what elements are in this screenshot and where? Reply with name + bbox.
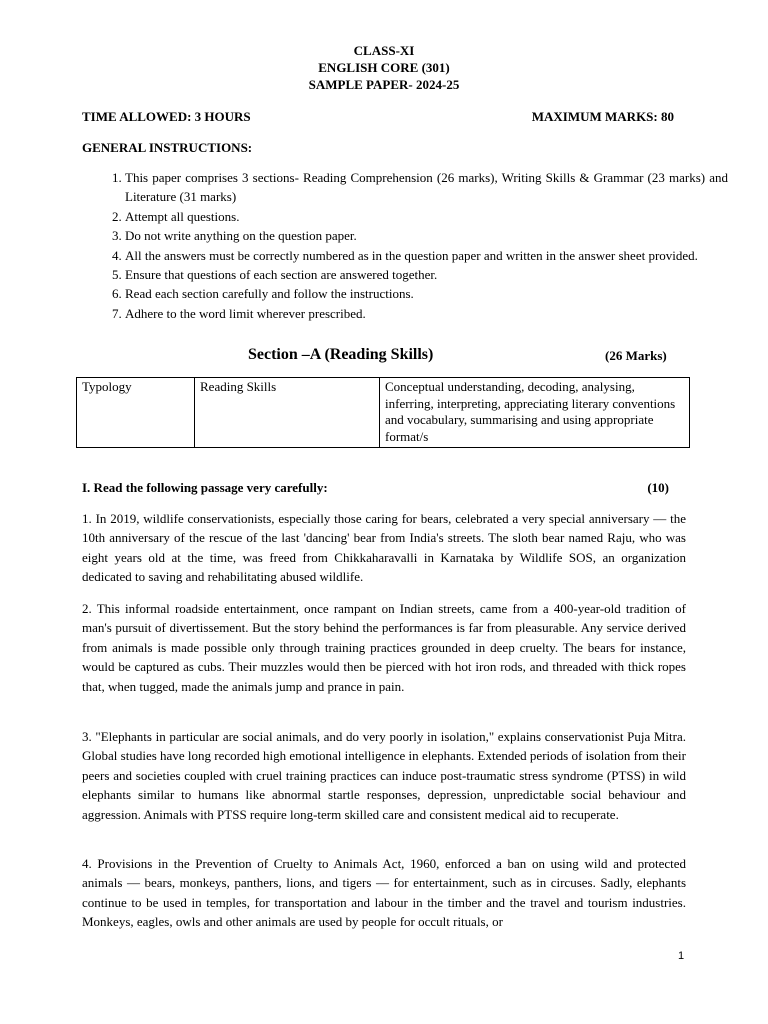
instructions-list: [82, 168, 728, 323]
instruction-item: 6. Read each section carefully and follow the instructions.: [125, 284, 728, 303]
passage-paragraph: 1. In 2019, wildlife conservationists, especially those caring for bears, celebrated a very special anniversary — the 10th anniversary of the rescue of the last 'dancing' bear from India's streets. The sloth bear named Raju, who was eight years old at the time, was freed from Chikkaharavalli in Karnataka by Wildlife SOS, an organization dedicated to saving and rehabilitating abused wildlife.: [82, 511, 686, 585]
question-label: I. Read the following passage very carefully:: [82, 480, 328, 495]
table-row: [77, 378, 690, 448]
time-allowed: TIME ALLOWED: 3 HOURS: [82, 109, 251, 124]
typology-table: [76, 377, 690, 448]
page-number: 1: [678, 950, 685, 962]
maximum-marks: MAXIMUM MARKS: 80: [531, 109, 674, 124]
instruction-item: 4. All the answers must be correctly numbered as in the question paper and written in the answer sheet provided.: [125, 246, 728, 265]
instruction-item: 7. Adhere to the word limit wherever prescribed.: [125, 304, 728, 323]
instruction-item: 3. Do not write anything on the question paper.: [125, 226, 728, 245]
header-paper: SAMPLE PAPER- 2024-25: [308, 77, 460, 92]
instruction-item: 5. Ensure that questions of each section are answered together.: [125, 265, 728, 284]
typology-description-cell: Conceptual understanding, decoding, analysing, inferring, interpreting, appreciating literary conventions and vocabulary, summarising and using appropriate format/s: [380, 378, 690, 448]
instruction-item: 2. Attempt all questions.: [125, 207, 728, 226]
passage-paragraph: 3. "Elephants in particular are social animals, and do very poorly in isolation," explains conservationist Puja Mitra. Global studies have long recorded high emotional intelligence in elephants. Extended periods of isolation from their peers and societies coupled with cruel training practices can induce post-traumatic stress syndrome (PTSS) in wild elephants similar to humans like abnormal startle responses, depression, unpredictable social behaviour and aggression. Animals with PTSS require long-term skilled care and consistent medical aid to recuperate.: [82, 729, 686, 822]
passage-paragraph: 4. Provisions in the Prevention of Cruelty to Animals Act, 1960, enforced a ban on using wild and protected animals — bears, monkeys, panthers, lions, and tigers — for entertainment, such as in circuses. Sadly, elephants continue to be used in temples, for transportation and labour in the timber and the travel and tourism industries. Monkeys, eagles, owls and other animals are used by people for occult rituals, or: [82, 856, 686, 930]
header-subject: ENGLISH CORE (301): [318, 60, 450, 75]
typology-label-cell: Typology: [77, 378, 195, 448]
section-a-title: Section –A (Reading Skills): [248, 346, 434, 363]
question-row: [82, 480, 669, 496]
reading-skills-cell: Reading Skills: [195, 378, 380, 448]
header-class: CLASS-XI: [353, 43, 415, 58]
section-a-marks: (26 Marks): [605, 348, 667, 363]
meta-row: [82, 109, 674, 125]
instructions-heading: GENERAL INSTRUCTIONS:: [82, 140, 253, 155]
passage-paragraph: 2. This informal roadside entertainment, once rampant on Indian streets, came from a 400-year-old tradition of man's pursuit of divertissement. But the story behind the performances is far from pleasurable. Any service derived from animals is made possible only through training practices grounded in deep cruelty. The bears for instance, would be captured as cubs. Their muzzles would then be pierced with hot iron rods, and threaded with thick ropes that, when tugged, made the animals jump and prance in pain.: [82, 601, 686, 694]
question-marks: (10): [647, 480, 669, 495]
instruction-item: 1. This paper comprises 3 sections- Reading Comprehension (26 marks), Writing Skills & Grammar (23 marks) and Literature (31 marks): [125, 168, 728, 207]
